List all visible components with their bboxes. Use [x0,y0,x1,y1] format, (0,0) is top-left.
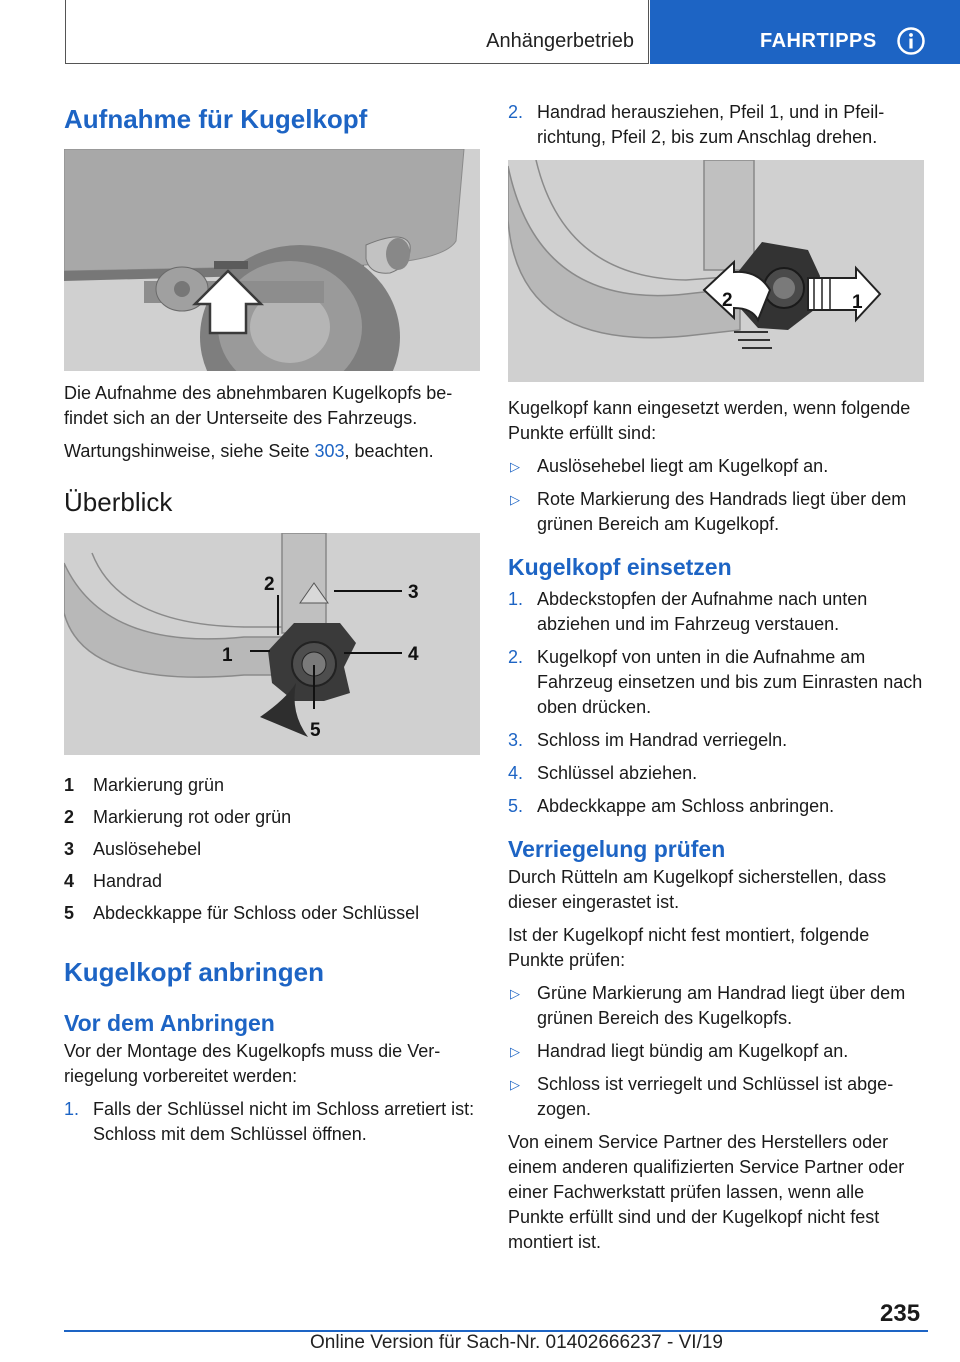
heading-pruefen: Verriegelung prüfen [508,836,726,862]
legend-text: Abdeckkappe für Schloss oder Schlüssel [93,903,420,923]
triangle-bullet-icon: ▷ [510,1044,520,1059]
left-column [64,100,480,1155]
step-text: Schlüssel abziehen. [537,763,698,783]
handwheel-label-2: 2 [722,290,733,311]
list-item [508,645,924,720]
header-chapter-title: FAHRTIPPS [760,30,877,52]
heading-aufnahme: Aufnahme für Kugelkopf [64,104,368,134]
wartung-text-end: , beachten. [344,441,434,461]
link-page-303[interactable]: 303 [314,441,345,461]
legend-item [64,801,480,833]
paragraph-nicht-fest: Ist der Kugelkopf nicht fest montiert, folgende Punkte prüfen: [508,925,870,970]
list-item [508,1072,924,1122]
paragraph-wartung [64,439,480,464]
heading-ueberblick: Überblick [64,487,173,517]
overview-label-3: 3 [408,582,419,603]
header-section-title: Anhängerbetrieb [486,30,634,52]
triangle-bullet-icon: ▷ [510,1077,520,1092]
triangle-bullet-icon: ▷ [510,492,520,507]
wartung-text: Wartungshinweise, siehe Seite [64,441,315,461]
legend-item [64,769,480,801]
overview-label-1: 1 [222,645,233,666]
triangle-bullet-icon: ▷ [510,459,520,474]
legend-number: 1 [64,775,75,795]
list-item [508,587,924,637]
bullet-text: Handrad liegt bündig am Kugelkopf an. [537,1041,849,1061]
list-item [508,487,924,537]
step-number: 1. [508,589,524,609]
paragraph-vor: Vor der Montage des Kugelkopfs muss die Verriegelung vorbereitet werden: [64,1041,441,1086]
list-item [508,454,924,479]
step-number: 3. [508,730,524,750]
step-number: 4. [508,763,524,783]
handwheel-illustration [508,160,924,382]
list-item [508,761,924,786]
step-number: 5. [508,796,524,816]
paragraph-service: Von einem Service Partner des Herstellers oder einem anderen qualifizierten Service Partner oder einer Fachwerkstatt prüfen lassen, wenn alle Punkte erfüllt sind und der Kugelkopf nicht fest montiert ist. [508,1132,905,1252]
step-text: Abdeckkappe am Schloss anbringen. [537,796,835,816]
paragraph-ruetteln: Durch Rütteln am Kugelkopf sicherstellen, dass dieser eingerastet ist. [508,867,887,912]
legend-text: Auslösehebel [93,839,202,859]
steps-vor-list-continued [508,100,924,150]
legend-list [64,769,480,929]
bullet-text: Rote Markierung des Handrads liegt über dem grünen Bereich am Kugelkopf. [537,489,907,534]
legend-number: 5 [64,903,75,923]
step-number: 2. [508,102,524,122]
figure-overview-ball-head [64,533,480,755]
legend-text: Markierung rot oder grün [93,807,292,827]
footer-online-version: Online Version für Sach-Nr. 01402666237 - VI/19 [310,1332,723,1353]
step-text: Handrad herausziehen, Pfeil 1, und in Pfeilrichtung, Pfeil 2, bis zum Anschlag drehen. [537,102,885,147]
step-number: 2. [508,647,524,667]
legend-item [64,897,480,929]
info-icon [896,26,926,56]
step-text: Falls der Schlüssel nicht im Schloss arretiert ist: Schloss mit dem Schlüssel öffnen. [93,1099,475,1144]
legend-item [64,833,480,865]
overview-label-4: 4 [408,644,419,665]
triangle-bullet-icon: ▷ [510,986,520,1001]
overview-label-2: 2 [264,574,275,595]
list-item [64,1097,480,1147]
list-item [508,981,924,1031]
step-text: Abdeckstopfen der Aufnahme nach unten abziehen und im Fahrzeug verstauen. [537,589,868,634]
legend-text: Markierung grün [93,775,225,795]
list-item [508,728,924,753]
legend-text: Handrad [93,871,163,891]
bullet-text: Auslösehebel liegt am Kugelkopf an. [537,456,829,476]
bullet-text: Grüne Markierung am Handrad liegt über dem grünen Bereich des Kugelkopfs. [537,983,906,1028]
heading-einsetzen: Kugelkopf einsetzen [508,554,732,580]
heading-vor-dem-anbringen: Vor dem Anbringen [64,1010,275,1036]
right-column [508,100,924,1263]
legend-number: 4 [64,871,75,891]
paragraph-aufnahme: Die Aufnahme des abnehmbaren Kugelkopfs befindet sich an der Unterseite des Fahrzeugs. [64,383,453,428]
list-item [508,1039,924,1064]
list-item [508,794,924,819]
step-text: Kugelkopf von unten in die Aufnahme am Fahrzeug einsetzen und bis zum Einrasten nach oben drücken. [537,647,923,717]
steps-vor-list [64,1097,480,1147]
heading-anbringen: Kugelkopf anbringen [64,957,324,987]
conditions-list [508,454,924,537]
paragraph-kann-eingesetzt: Kugelkopf kann eingesetzt werden, wenn folgende Punkte erfüllt sind: [508,398,911,443]
figure-handwheel-turn [508,160,924,382]
overview-illustration [64,533,480,755]
receptacle-illustration [64,149,480,371]
step-number: 1. [64,1099,80,1119]
bullet-text: Schloss ist verriegelt und Schlüssel ist abgezogen. [537,1074,894,1119]
overview-label-5: 5 [310,720,321,741]
legend-number: 3 [64,839,75,859]
legend-number: 2 [64,807,75,827]
page-number: 235 [880,1300,921,1327]
header-chapter-box [650,0,960,64]
list-item [508,100,924,150]
figure-tow-hitch-receptacle [64,149,480,371]
check-list [508,981,924,1122]
header-section-box [65,0,649,64]
handwheel-label-1: 1 [852,292,863,313]
step-text: Schloss im Handrad verriegeln. [537,730,788,750]
steps-einsetzen-list [508,587,924,819]
legend-item [64,865,480,897]
